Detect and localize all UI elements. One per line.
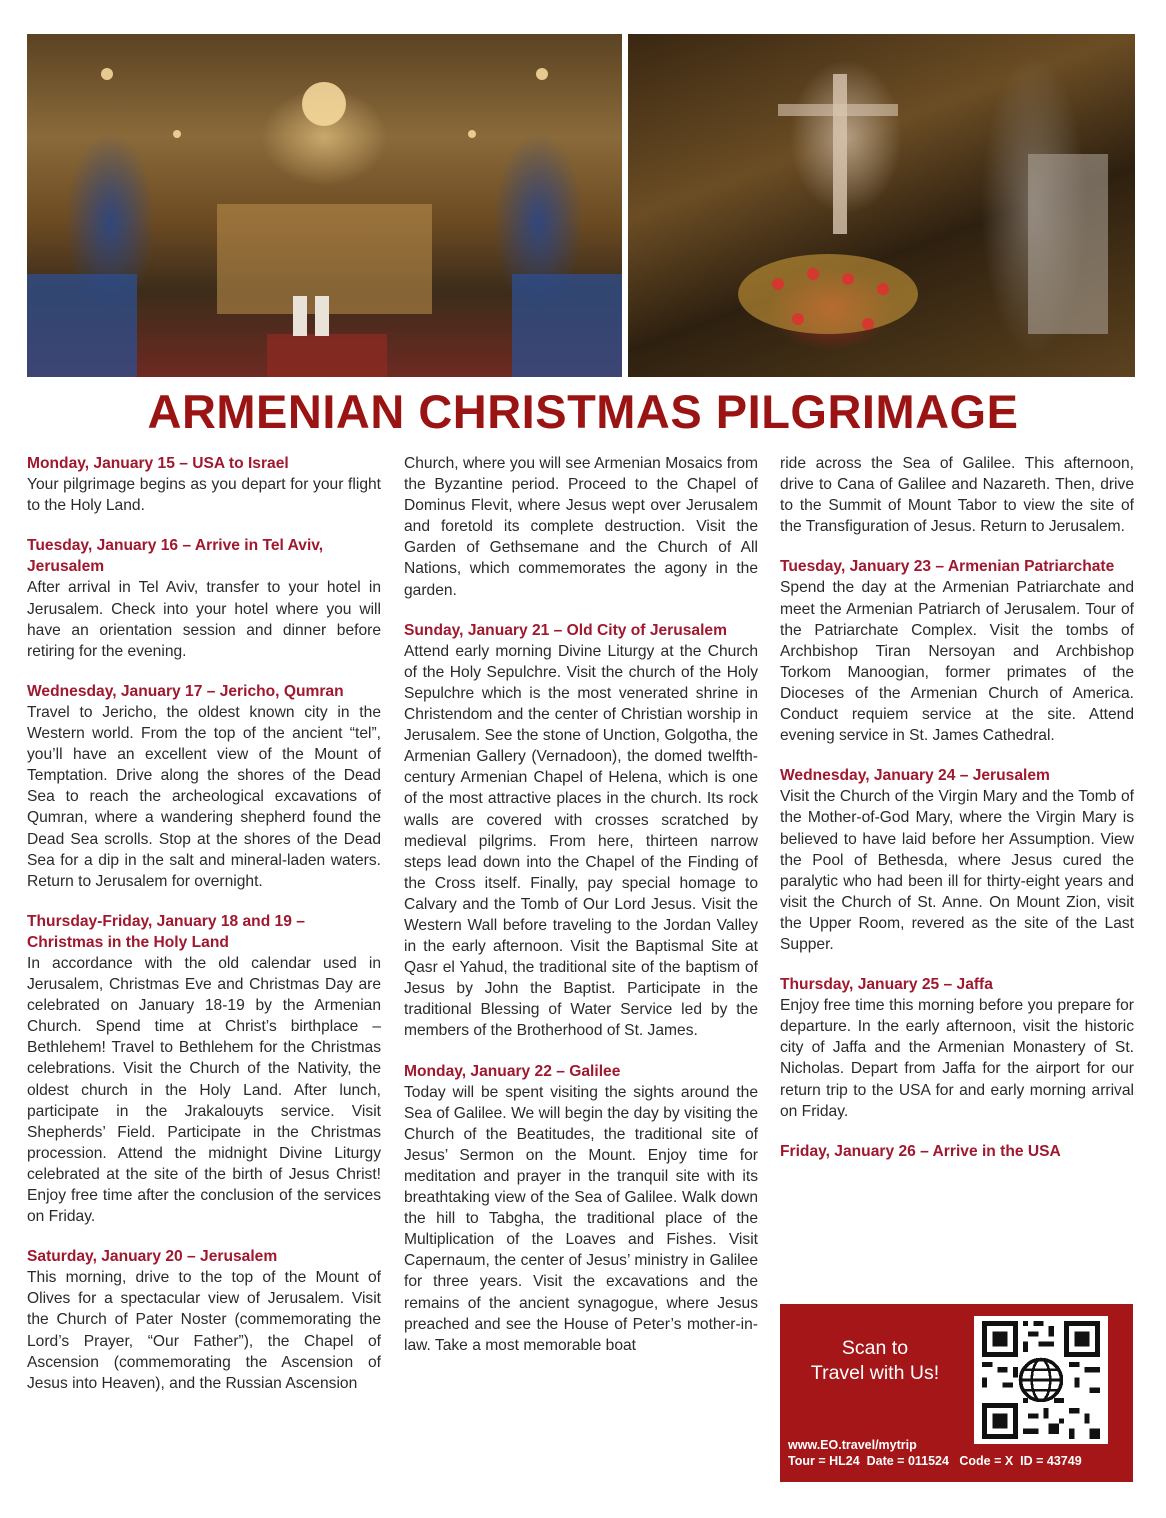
globe-icon [1021, 1360, 1062, 1401]
day-entry [27, 535, 381, 662]
day-description: Visit the Church of the Virgin Mary and the Tomb of the Mother-of-God Mary, where the Virgin Mary is believed to have laid before her Assumption. View the Pool of Bethesda, where Jesus cured the paralytic who had been ill for thirty-eight years and visit the Church of St. Anne. On Mount Zion, visit the Upper Room, revered as the site of the Last Supper. [780, 788, 1134, 953]
itinerary-column-3 [780, 453, 1134, 1181]
day-heading: Saturday, January 20 – Jerusalem [27, 1248, 278, 1266]
day-entry [27, 453, 381, 516]
itinerary-column-1 [27, 453, 381, 1413]
qr-code[interactable] [974, 1316, 1108, 1444]
day-description: Spend the day at the Armenian Patriarchate and meet the Armenian Patriarch of Jerusalem. Tour of the Patriarchate Complex. Visit the tombs of Archbishop Tiran Nersoyan and Archbishop Torkom Manoogian, former primates of the Dioceses of the Armenian Church of America. Conduct requiem service at the site. Attend evening service in St. James Cathedral. [780, 579, 1134, 745]
day-entry-continued [780, 453, 1134, 537]
day-heading: Wednesday, January 17 – Jericho, Qumran [27, 682, 344, 700]
day-description: Church, where you will see Armenian Mosaics from the Byzantine period. Proceed to the Chapel of Dominus Flevit, where Jesus wept over Jerusalem and foretold its complete destruction. Visit the Garden of Gethsemane and the Church of All Nations, which commemorates the agony in the garden. [404, 455, 758, 599]
day-entry [780, 556, 1134, 746]
day-heading: Thursday-Friday, January 18 and 19 – Christmas in the Holy Land [27, 912, 305, 951]
day-entry [27, 1246, 381, 1394]
day-heading: Monday, January 15 – USA to Israel [27, 455, 289, 472]
day-description: In accordance with the old calendar used in Jerusalem, Christmas Eve and Christmas Day are celebrated on January 18-19 by the Armenian Church. Spend time at Christ’s birthplace – Bethlehem! Travel to Bethlehem for the Christmas celebrations. Visit the Church of the Nativity, the oldest church in the Holy Land. After lunch, participate in the Jrakalouyts service. Visit Shepherds’ Field. Participate in the Christmas procession. Attend the midnight Divine Liturgy celebrated at the site of the birth of Jesus Christ! Enjoy free time after the conclusion of the services on Friday. [27, 954, 381, 1226]
calvary-altar-photo [628, 34, 1135, 377]
tour-code-line: Tour = HL24 Date = 011524 Code = X ID = 43749 [788, 1454, 1082, 1468]
day-heading: Tuesday, January 23 – Armenian Patriarchate [780, 558, 1115, 576]
day-entry [780, 765, 1134, 955]
day-heading: Friday, January 26 – Arrive in the USA [780, 1142, 1061, 1160]
website-url[interactable]: www.EO.travel/mytrip [788, 1438, 917, 1452]
qr-call-to-action [790, 1336, 960, 1386]
day-heading: Tuesday, January 16 – Arrive in Tel Aviv, Jerusalem [27, 537, 324, 576]
qr-promo-box [780, 1304, 1133, 1482]
day-description: Enjoy free time this morning before you prepare for departure. In the early afternoon, visit the historic city of Jaffa and the Armenian Monastery of St. Nicholas. Depart from Jaffa for the airport for our return trip to the USA for and early morning arrival on Friday. [780, 997, 1134, 1120]
day-description: Today will be spent visiting the sights around the Sea of Galilee. We will begin the day by visiting the Church of the Beatitudes, the traditional site of Jesus’ Sermon on the Mount. Enjoy time for meditation and prayer in the tranquil site with its breathtaking view of the Sea of Galilee. Walk down the hill to Tabgha, the traditional place of the Multiplication of the Loaves and Fishes. Visit Capernaum, the center of Jesus’ ministry in Galilee for three years. Visit the excavations and the remains of the ancient synagogue, where Jesus preached and see the House of Peter’s mother-in-law. Take a most memorable boat [404, 1083, 758, 1354]
day-heading: Wednesday, January 24 – Jerusalem [780, 767, 1050, 785]
page-title: ARMENIAN CHRISTMAS PILGRIMAGE [147, 385, 1019, 438]
itinerary-column-2 [404, 453, 758, 1375]
day-description: Attend early morning Divine Liturgy at the Church of the Holy Sepulchre. Visit the church of the Holy Sepulchre which is the most venerated shrine in Christendom and the center of Christian worship in Jerusalem. See the stone of Unction, Golgotha, the Armenian Gallery (Vernadoon), the domed twelfth-century Armenian Chapel of Helena, which is one of the most attractive places in the church. Its rock walls are covered with crosses scratched by medieval pilgrims. From here, thirteen narrow steps lead down into the Chapel of the Finding of the Cross itself. Finally, pay special homage to Calvary and the Tomb of Our Lord Jesus. Visit the Western Wall before traveling to the Jordan Valley in the early afternoon. Visit the Baptismal Site at Qasr el Yahud, the traditional site of the baptism of Jesus by John the Baptist. Participate in the traditional Blessing of Water Service led by the members of the Brotherhood of St. James. [404, 642, 758, 1040]
day-description: This morning, drive to the top of the Mount of Olives for a spectacular view of Jerusalem. Visit the Church of Pater Noster (commemorating the Lord’s Prayer, “Our Father”), the Chapel of Ascension (commemorating the Ascension of Jesus into Heaven), and the Russian Ascension [27, 1269, 381, 1392]
qr-line-1: Scan to [841, 1337, 909, 1359]
day-entry [780, 974, 1134, 1122]
day-heading: Sunday, January 21 – Old City of Jerusalem [404, 621, 727, 639]
qr-line-2: Travel with Us! [810, 1362, 940, 1384]
day-description: Travel to Jericho, the oldest known city in the Western world. From the top of the ancient “tel”, you’ll have an excellent view of the Mount of Temptation. Drive along the shores of the Dead Sea to reach the archeological excavations of Qumran, where a wandering shepherd found the Dead Sea scrolls. Stop at the shores of the Dead Sea for a dip in the salt and mineral-laden waters. Return to Jerusalem for overnight. [27, 703, 381, 890]
day-description: Your pilgrimage begins as you depart for your flight to the Holy Land. [27, 476, 381, 515]
day-heading: Thursday, January 25 – Jaffa [780, 976, 993, 994]
day-entry [780, 1141, 1134, 1162]
day-entry [404, 620, 758, 1042]
day-entry [27, 911, 381, 1227]
day-description: ride across the Sea of Galilee. This afternoon, drive to Cana of Galilee and Nazareth. Then, drive to the Summit of Mount Tabor to view the site of the Transfiguration of Jesus. Return to Jerusalem. [780, 455, 1134, 536]
day-entry-continued [404, 453, 758, 601]
day-entry [404, 1061, 758, 1356]
day-heading: Monday, January 22 – Galilee [404, 1062, 621, 1080]
day-entry [27, 681, 381, 892]
day-description: After arrival in Tel Aviv, transfer to your hotel in Jerusalem. Check into your hotel where you will have an orientation session and dinner before retiring for the evening. [27, 579, 381, 660]
church-interior-photo [27, 34, 622, 377]
